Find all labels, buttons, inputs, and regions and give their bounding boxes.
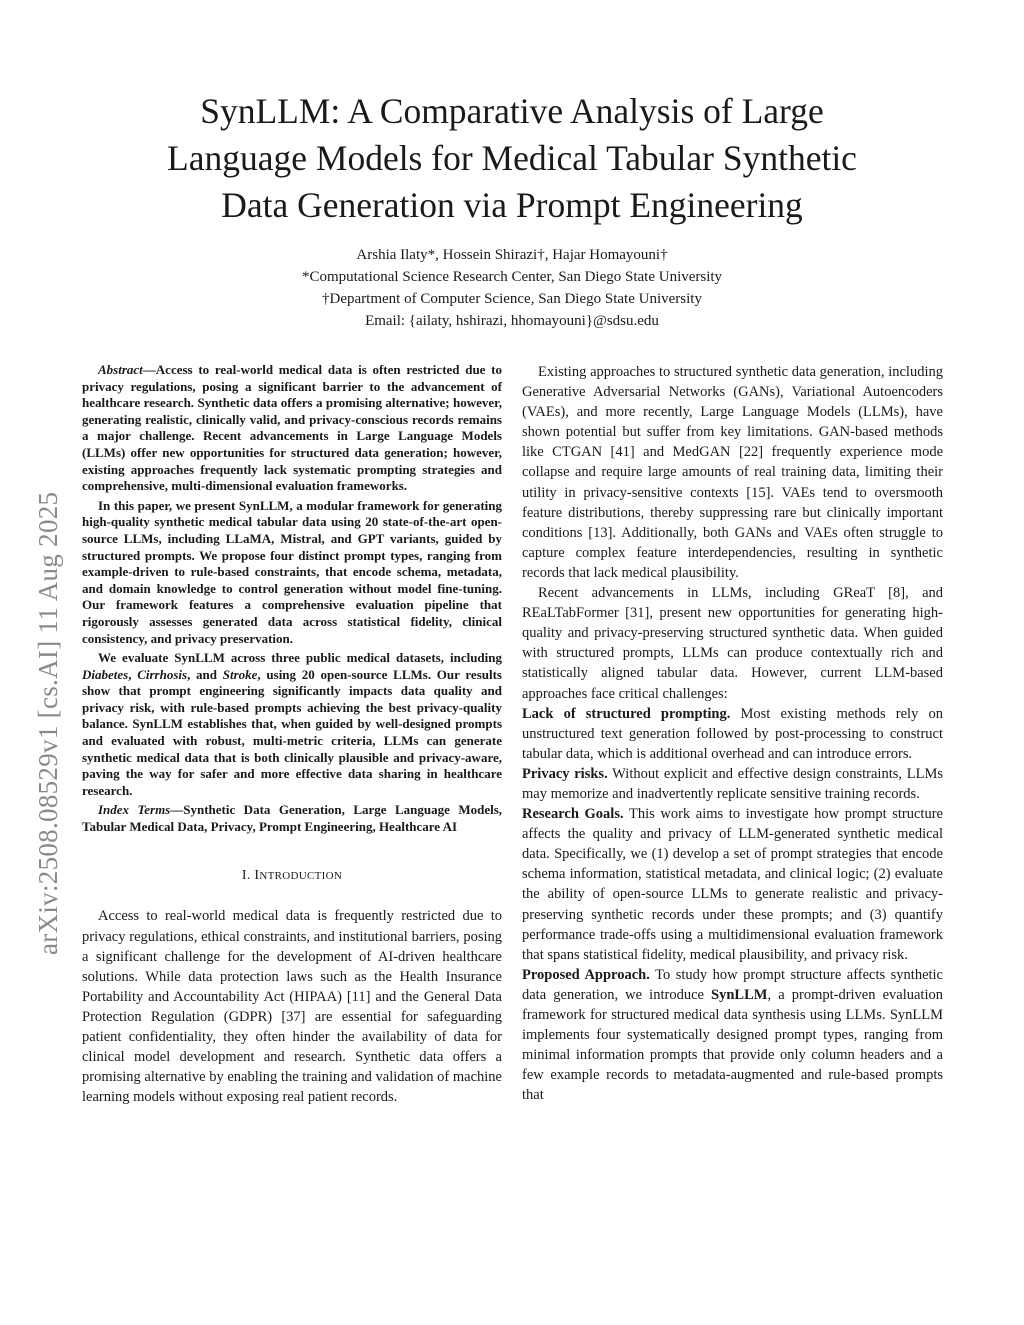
title-line-3: Data Generation via Prompt Engineering — [221, 185, 803, 225]
abstract-paragraph-1: Abstract—Access to real-world medical data is often restricted due to privacy regulations, posing a significant barrier to the advancement of healthcare research. Synthetic data offers a promising alternative; however, generating realistic, clinically valid, and privacy-conscious records remains a major challenge. Recent advancements in Large Language Models (LLMs) offer new opportunities for structured data generation; however, existing approaches frequently lack systematic prompting strategies and comprehensive, multi-dimensional evaluation frameworks. — [82, 362, 502, 494]
intro-paragraph-1: Access to real-world medical data is frequently restricted due to privacy regulations, ethical constraints, and institutional barriers, posing a significant challenge for the development of AI-driven healthcare solutions. While data protection laws such as the Health Insurance Portability and Accountability Act (HIPAA) [11] and the General Data Protection Regulation (GDPR) [37] are essential for safeguarding patient confidentiality, they often hinder the availability of data for clinical model development and research. Synthetic data offers a promising alternative by enabling the training and validation of machine learning models without exposing real patient records. — [82, 908, 502, 1106]
privacy-risks: Privacy risks. Without explicit and effective design constraints, LLMs may memorize and inadvertently replicate sensitive training records. — [522, 765, 943, 802]
index-terms-label: Index Terms — [98, 802, 171, 818]
affiliation-1: *Computational Science Research Center, San Diego State University — [301, 269, 723, 285]
affiliation-2: †Department of Computer Science, San Diego State University — [322, 291, 702, 307]
author-email: Email: {ailaty, hshirazi, hhomayouni}@sdsu.edu — [365, 313, 659, 329]
left-column — [82, 362, 502, 1107]
section-heading-introduction: I. INTRODUCTION — [241, 867, 343, 883]
index-terms: Index Terms—Synthetic Data Generation, Large Language Models, Tabular Medical Data, Privacy, Prompt Engineering, Healthcare AI — [82, 802, 503, 835]
abstract-label: Abstract — [98, 362, 143, 377]
abstract-paragraph-2: In this paper, we present SynLLM, a modular framework for generating high-quality synthetic medical tabular data using 20 state-of-the-art open-source LLMs, including LLaMA, Mistral, and GPT variants, guided by structured prompts. We propose four distinct prompt types, ranging from example-driven to rule-based constraints, that encode schema, metadata, and domain knowledge to control generation without model fine-tuning. Our framework features a comprehensive evaluation pipeline that rigorously assesses generated data across statistical fidelity, clinical consistency, and privacy preservation. — [82, 497, 502, 646]
arxiv-sidebar-stamp: arXiv:2508.08529v1 [cs.AI] 11 Aug 2025 — [33, 491, 63, 955]
title-line-1: SynLLM: A Comparative Analysis of Large — [200, 91, 824, 131]
right-paragraph-2: Recent advancements in LLMs, including GReaT [8], and REaLTabFormer [31], present new opportunities for generating high-quality and privacy-preserving structured synthetic data. When guided with structured prompts, LLMs can produce contextually rich and statistically aligned tabular data. However, current LLM-based approaches face critical challenges: — [522, 585, 943, 702]
lack-of-structured-prompting: Lack of structured prompting. Most existing methods rely on unstructured text generation followed by post-processing to construct tabular data, which is additional overhead and can introduce errors. — [522, 705, 943, 762]
right-paragraph-1: Existing approaches to structured synthetic data generation, including Generative Adversarial Networks (GANs), Variational Autoencoders (VAEs), and more recently, Large Language Models (LLMs), have shown potential but suffer from key limitations. GAN-based methods like CTGAN [41] and MedGAN [22] frequently experience mode collapse and require large amounts of real training data, limiting their utility in privacy-sensitive contexts [15]. VAEs tend to oversmooth feature distributions, thereby suppressing rare but clinically important conditions [13]. Additionally, both GANs and VAEs often struggle to capture complex feature interdependencies, resulting in synthetic records that lack medical plausibility. — [522, 364, 943, 581]
paper-title — [80, 88, 944, 229]
author-block — [80, 244, 944, 332]
abstract — [82, 362, 502, 836]
proposed-approach: Proposed Approach. To study how prompt structure affects synthetic data generation, we introduce SynLLM, a prompt-driven evaluation framework for structured medical data synthesis using LLMs. SynLLM implements four systematically designed prompt types, ranging from minimal information prompts that provide only column headers and a few example records to metadata-augmented and rule-based prompts that — [522, 966, 943, 1104]
author-names: Arshia Ilaty*, Hossein Shirazi†, Hajar Homayouni† — [356, 247, 668, 263]
abstract-paragraph-3: We evaluate SynLLM across three public medical datasets, including Diabetes, Cirrhosis, and Stroke, using 20 open-source LLMs. Our results show that prompt engineering significantly impacts data quality and privacy risk, with rule-based prompts achieving the best privacy-quality balance. SynLLM establishes that, when guided by well-designed prompts and evaluated with robust, multi-metric criteria, LLMs can generate synthetic medical data that is both clinically plausible and privacy-aware, paving the way for safer and more effective data sharing in healthcare research. — [82, 650, 502, 798]
research-goals: Research Goals. This work aims to investigate how prompt structure affects the quality and privacy of LLM-generated synthetic medical data. Specifically, we (1) develop a set of prompt strategies that encode schema information, statistical metadata, and clinical logic; (2) evaluate the ability of open-source LLMs to generate realistic and privacy-preserving synthetic records under these prompts; and (3) quantify performance trade-offs using a multidimensional evaluation framework that spans statistical fidelity, medical plausibility, and privacy risk. — [522, 806, 943, 963]
introduction-body — [82, 906, 502, 1107]
right-column — [522, 362, 943, 1105]
title-line-2: Language Models for Medical Tabular Synthetic — [167, 138, 857, 178]
